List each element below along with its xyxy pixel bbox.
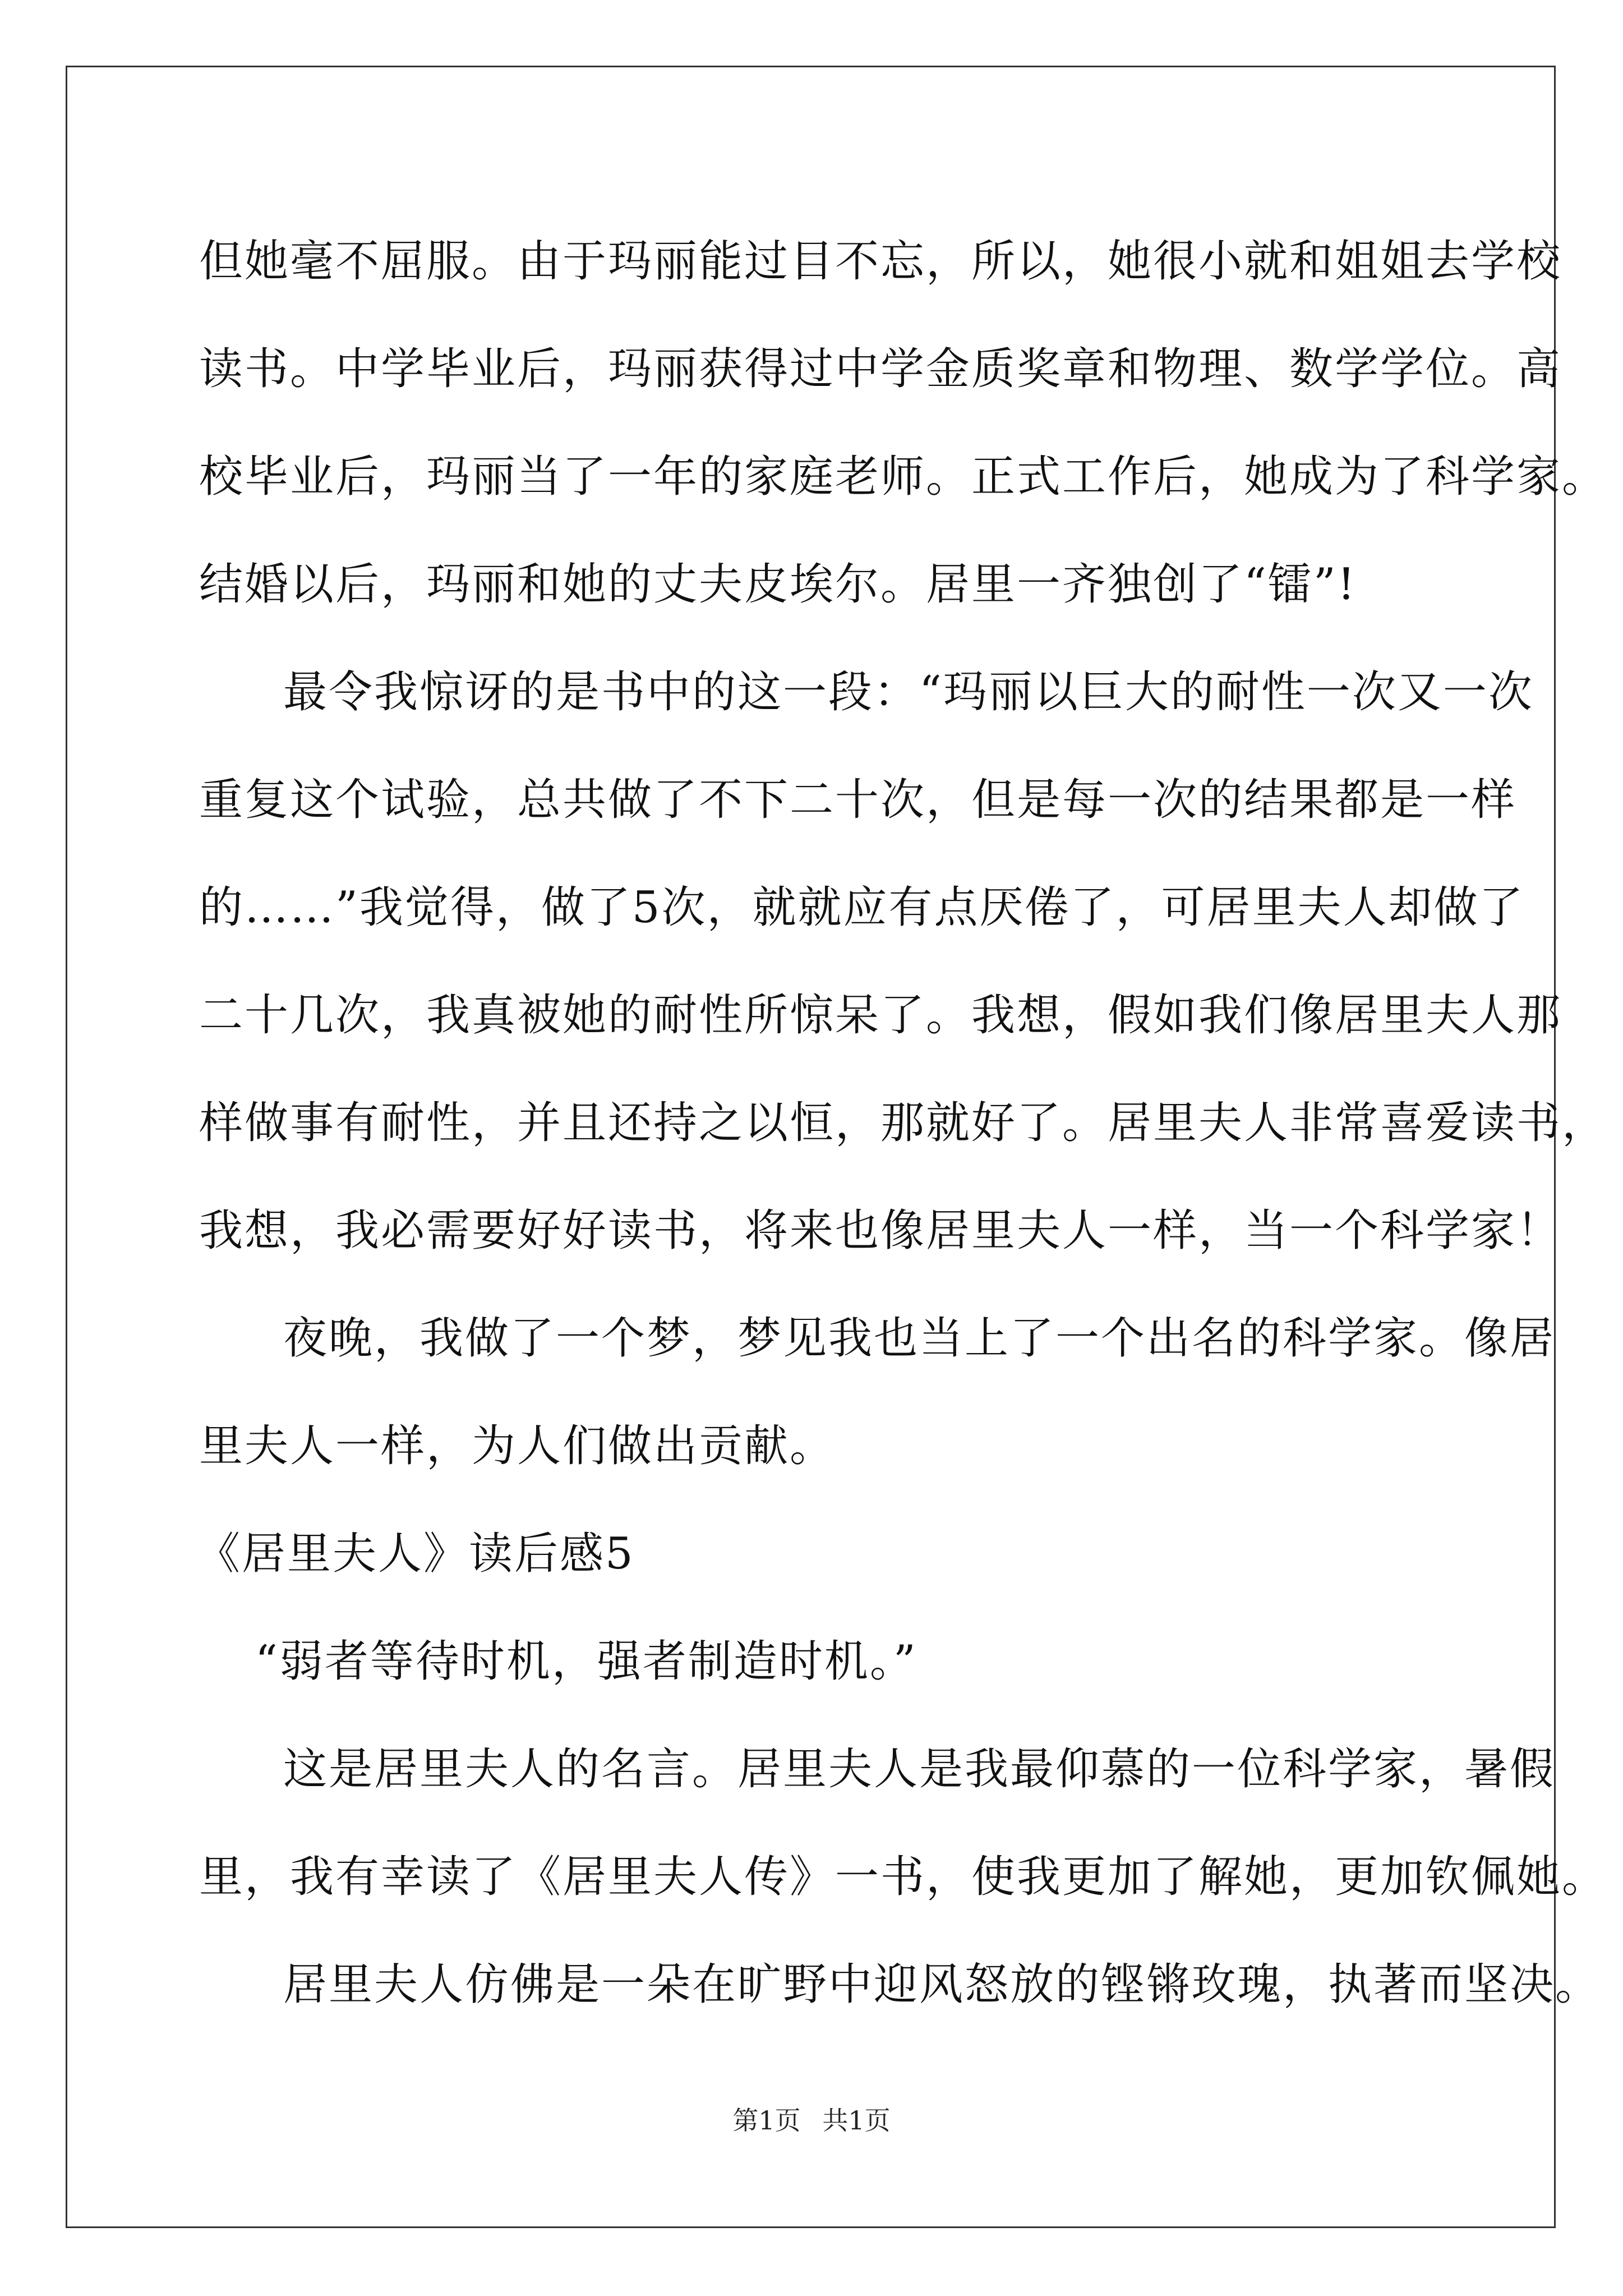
paragraph-start-line: 最令我惊讶的是书中的这一段：“玛丽以巨大的耐性一次又一次 — [283, 667, 1534, 717]
text-line: 样做事有耐性，并且还持之以恒，那就好了。居里夫人非常喜爱读书， — [199, 1098, 1608, 1148]
text-line: 重复这个试验，总共做了不下二十次，但是每一次的结果都是一样 — [199, 775, 1517, 825]
text-line: 我想，我必需要好好读书，将来也像居里夫人一样，当一个科学家！ — [199, 1205, 1562, 1256]
text-line: 里夫人一样，为人们做出贡献。 — [199, 1421, 836, 1471]
text-line: 校毕业后，玛丽当了一年的家庭老师。正式工作后，她成为了科学家。 — [199, 452, 1608, 502]
text-line: 结婚以后，玛丽和她的丈夫皮埃尔。居里一齐独创了“镭”! — [199, 559, 1357, 610]
text-line: 的……”我觉得，做了5次，就就应有点厌倦了，可居里夫人却做了 — [199, 882, 1525, 933]
text-line: 但她毫不屈服。由于玛丽能过目不忘，所以，她很小就和姐姐去学校 — [199, 236, 1562, 287]
text-line: 里，我有幸读了《居里夫人传》一书，使我更加了解她，更加钦佩她。 — [199, 1852, 1608, 1902]
text-line: 读书。中学毕业后，玛丽获得过中学金质奖章和物理、数学学位。高 — [199, 344, 1562, 394]
page-number: 第1页 — [732, 2105, 801, 2136]
paragraph-start-line: 这是居里夫人的名言。居里夫人是我最仰慕的一位科学家，暑假 — [283, 1744, 1556, 1795]
quote-line: “弱者等待时机，强者制造时机。” — [255, 1636, 917, 1687]
page-footer — [0, 2104, 1623, 2137]
document-body — [196, 208, 1608, 2039]
section-heading: 《居里夫人》读后感5 — [196, 1529, 635, 1579]
page-total: 共1页 — [822, 2105, 891, 2136]
paragraph-start-line: 居里夫人仿佛是一朵在旷野中迎风怒放的铿锵玫瑰，执著而坚决。 — [283, 1959, 1601, 2010]
paragraph-start-line: 夜晚，我做了一个梦，梦见我也当上了一个出名的科学家。像居 — [283, 1313, 1556, 1364]
text-line: 二十几次，我真被她的耐性所惊呆了。我想，假如我们像居里夫人那 — [199, 990, 1562, 1041]
